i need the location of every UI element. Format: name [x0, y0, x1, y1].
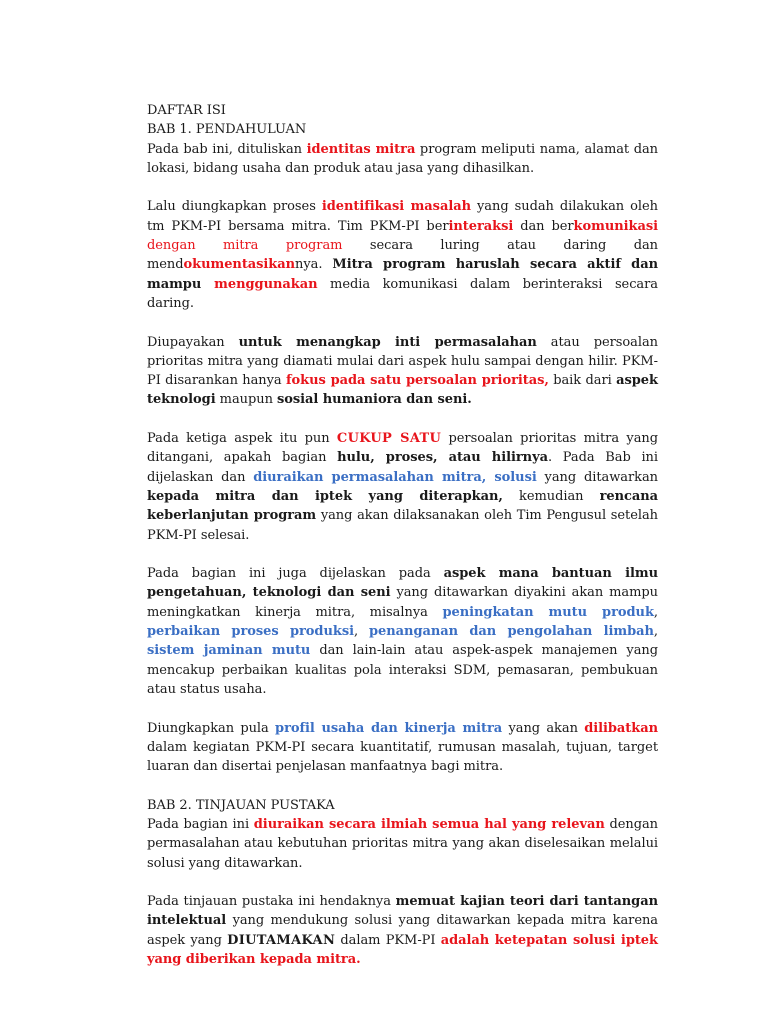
text-run: Lalu diungkapkan proses: [147, 199, 322, 215]
text-run: yang ditawarkan: [536, 469, 658, 485]
text-run: dalam kegiatan PKM-PI secara kuantitatif, rumusan masalah, tujuan, target luaran dan disertai penjelasan manfaatnya bagi mitra.: [147, 739, 658, 775]
text-run: dan ber: [513, 218, 574, 234]
highlight-red: dengan mitra program: [147, 238, 343, 254]
text-run: secara luring atau daring dan mend: [147, 238, 658, 273]
highlight-red: fokus pada satu persoalan prioritas,: [286, 373, 549, 389]
text-run: Diupayakan: [147, 334, 239, 350]
text-run: yang akan dilaksanakan oleh Tim Pengusul setelah PKM-PI selesai.: [147, 508, 658, 543]
bold-text: Mitra program haruslah secara aktif dan mampu: [147, 257, 658, 292]
bab1-paragraph-5: [147, 564, 658, 699]
bold-text: sosial humaniora dan seni.: [276, 392, 472, 408]
text-run: Pada ketiga aspek itu pun: [147, 431, 337, 447]
highlight-red: adalah ketepatan solusi iptek yang diberikan kepada mitra.: [147, 932, 658, 968]
text-run: program meliputi nama, alamat dan lokasi, bidang usaha dan produk atau jasa yang dihasilkan.: [147, 141, 658, 176]
highlight-red: menggunakan: [214, 276, 318, 292]
bab1-paragraph-3: [147, 333, 658, 410]
highlight-blue: penanganan dan pengolahan limbah: [369, 624, 654, 640]
text-run: yang ditawarkan diyakini akan mampu meningkatkan kinerja mitra, misalnya: [147, 585, 658, 620]
text-run: kemudian: [502, 488, 600, 504]
text-run: dengan permasalahan atau kebutuhan prioritas mitra yang akan diselesaikan melalui solusi yang ditawarkan.: [147, 816, 658, 871]
bold-text: aspek teknologi: [147, 373, 658, 408]
highlight-red: diuraikan secara ilmiah semua hal yang relevan: [253, 816, 605, 832]
text-run: media komunikasi dalam berinteraksi secara daring.: [147, 276, 659, 311]
bab1-paragraph-4: [147, 429, 658, 545]
text-run: maupun: [215, 392, 277, 408]
highlight-blue: perbaikan proses produksi: [147, 624, 354, 640]
text-run: nya.: [295, 257, 333, 273]
highlight-red: komunikasi: [573, 218, 658, 234]
highlight-red: identitas mitra: [306, 141, 416, 157]
text-run: ,: [653, 604, 658, 620]
toc-title: DAFTAR ISI: [147, 103, 226, 118]
highlight-red: okumentasikan: [183, 257, 296, 273]
highlight-red: dilibatkan: [584, 720, 658, 736]
bold-text: aspek mana bantuan ilmu pengetahuan, teknologi dan seni: [147, 566, 658, 601]
text-run: Pada tinjauan pustaka ini hendaknya: [147, 894, 396, 910]
text-run: atau persoalan prioritas mitra yang diamati mulai dari aspek hulu sampai dengan hilir. PKM-PI disarankan hanya: [147, 334, 659, 389]
bab1-paragraph-2: [147, 197, 658, 313]
highlight-blue: diuraikan permasalahan mitra, solusi: [253, 469, 537, 485]
bab1-paragraph-1: [147, 140, 658, 179]
text-run: ,: [353, 624, 370, 640]
highlight-red: CUKUP SATU: [336, 431, 442, 447]
highlight-blue: peningkatan mutu produk: [442, 604, 654, 620]
text-run: yang mendukung solusi yang ditawarkan kepada mitra karena aspek yang: [147, 913, 658, 948]
text-run: Diungkapkan pula: [147, 720, 276, 736]
document-body: [147, 101, 658, 969]
bab1-paragraph-6: [147, 719, 658, 777]
text-run: dan lain-lain atau aspek-aspek manajemen yang mencakup perbaikan kualitas pola interaksi SDM, pemasaran, pembukuan atau status usaha.: [147, 643, 658, 697]
bold-text: kepada mitra dan iptek yang diterapkan,: [147, 488, 503, 504]
bab1-heading: BAB 1. PENDAHULUAN: [147, 122, 307, 138]
text-run: . Pada Bab ini dijelaskan dan: [147, 450, 658, 485]
highlight-red: identifikasi masalah: [321, 199, 471, 215]
text-run: Pada bagian ini juga dijelaskan pada: [147, 566, 444, 582]
bold-text: rencana keberlanjutan program: [147, 488, 659, 524]
text-run: yang akan: [502, 720, 585, 736]
text-run: dalam PKM-PI: [335, 932, 441, 948]
text-run: baik dari: [548, 373, 617, 389]
bold-text: DIUTAMAKAN: [227, 932, 336, 948]
text-run: persoalan prioritas mitra yang ditangani, apakah bagian: [147, 431, 658, 466]
text-run: Pada bab ini, dituliskan: [147, 141, 307, 157]
bab2-paragraph-2: [147, 892, 658, 969]
bold-text: untuk menangkap inti permasalahan: [238, 334, 537, 350]
bold-text: memuat kajian teori dari tantangan intelektual: [147, 894, 658, 929]
text-run: Pada bagian ini: [147, 816, 254, 832]
highlight-red: interaksi: [448, 218, 514, 234]
text-run: ,: [653, 624, 658, 640]
highlight-blue: profil usaha dan kinerja mitra: [275, 720, 503, 736]
highlight-blue: sistem jaminan mutu: [147, 643, 311, 659]
bab2-paragraph-1: [147, 815, 658, 873]
bold-text: hulu, proses, atau hilirnya: [337, 450, 548, 466]
bab2-heading: BAB 2. TINJAUAN PUSTAKA: [147, 797, 335, 813]
text-run: yang sudah dilakukan oleh tm PKM-PI bersama mitra. Tim PKM-PI ber: [147, 199, 658, 234]
